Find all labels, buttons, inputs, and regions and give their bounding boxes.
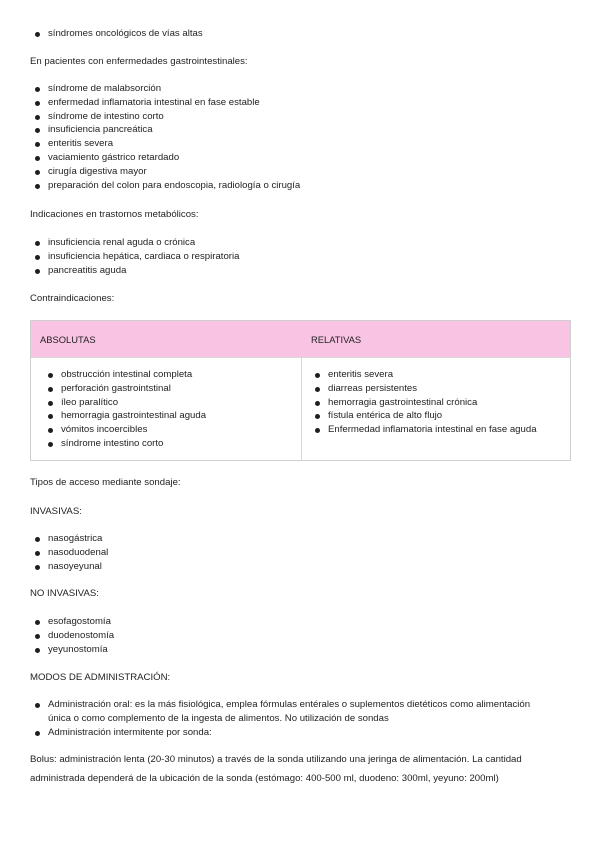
list-item: fístula entérica de alto flujo bbox=[311, 409, 558, 423]
list-item: síndrome de intestino corto bbox=[31, 110, 551, 124]
noninvasive-title: NO INVASIVAS: bbox=[30, 588, 99, 599]
access-intro: Tipos de acceso mediante sondaje: bbox=[30, 477, 181, 488]
list-item: íleo paralítico bbox=[44, 396, 295, 410]
invasive-list bbox=[31, 532, 551, 573]
list-item: esofagostomía bbox=[31, 615, 551, 629]
list-item: nasoduodenal bbox=[31, 546, 551, 560]
list-item: insuficiencia pancreática bbox=[31, 123, 551, 137]
list-item: hemorragia gastrointestinal aguda bbox=[44, 409, 295, 423]
list-item: insuficiencia hepática, cardiaca o respiratoria bbox=[31, 250, 551, 264]
list-item: nasogástrica bbox=[31, 532, 551, 546]
list-item: enfermedad inflamatoria intestinal en fase estable bbox=[31, 96, 551, 110]
list-item: Administración intermitente por sonda: bbox=[31, 726, 551, 740]
list-item: duodenostomía bbox=[31, 629, 551, 643]
invasive-title: INVASIVAS: bbox=[30, 506, 82, 517]
list-item: vómitos incoercibles bbox=[44, 423, 295, 437]
list-item: hemorragia gastrointestinal crónica bbox=[311, 396, 558, 410]
list-item: diarreas persistentes bbox=[311, 382, 558, 396]
absolute-list bbox=[44, 368, 295, 451]
list-item: síndromes oncológicos de vías altas bbox=[31, 27, 551, 41]
list-item: síndrome de malabsorción bbox=[31, 82, 551, 96]
list-item: Enfermedad inflamatoria intestinal en fase aguda bbox=[311, 423, 558, 437]
list-item: enteritis severa bbox=[31, 137, 551, 151]
list-item: enteritis severa bbox=[311, 368, 558, 382]
modes-list bbox=[31, 698, 551, 739]
absolute-cell bbox=[31, 357, 301, 460]
gi-intro: En pacientes con enfermedades gastrointestinales: bbox=[30, 56, 248, 67]
noninvasive-list bbox=[31, 615, 551, 656]
list-item: perforación gastrointstinal bbox=[44, 382, 295, 396]
gi-list bbox=[31, 82, 551, 192]
metabolic-list bbox=[31, 236, 551, 277]
modes-title: MODOS DE ADMINISTRACIÓN: bbox=[30, 672, 171, 683]
list-item: pancreatitis aguda bbox=[31, 264, 551, 278]
bolus-paragraph: Bolus: administración lenta (20-30 minutos) a través de la sonda utilizando una jeringa de alimentación. La cantidad administrada dependerá de la ubicación de la sonda (estómago: 400-500 ml, duodeno: 300ml, yeyuno: 200ml) bbox=[30, 754, 522, 784]
list-item: obstrucción intestinal completa bbox=[44, 368, 295, 382]
top-list bbox=[31, 27, 551, 41]
list-item: vaciamiento gástrico retardado bbox=[31, 151, 551, 165]
list-item: cirugía digestiva mayor bbox=[31, 165, 551, 179]
relative-header: RELATIVAS bbox=[301, 321, 570, 357]
list-item: síndrome intestino corto bbox=[44, 437, 295, 451]
metabolic-intro: Indicaciones en trastornos metabólicos: bbox=[30, 209, 199, 220]
absolute-header: ABSOLUTAS bbox=[31, 321, 301, 357]
relative-cell bbox=[301, 357, 570, 460]
relative-list bbox=[311, 368, 558, 437]
list-item: Administración oral: es la más fisiológica, emplea fórmulas entérales o suplementos dietéticos como alimentación única o como complemento de la ingesta de alimentos. No utilización de sondas bbox=[31, 698, 551, 726]
contraindications-table bbox=[30, 320, 571, 461]
list-item: preparación del colon para endoscopia, radiología o cirugía bbox=[31, 179, 551, 193]
list-item: nasoyeyunal bbox=[31, 560, 551, 574]
contraindications-intro: Contraindicaciones: bbox=[30, 293, 115, 304]
list-item: insuficiencia renal aguda o crónica bbox=[31, 236, 551, 250]
list-item: yeyunostomía bbox=[31, 643, 551, 657]
